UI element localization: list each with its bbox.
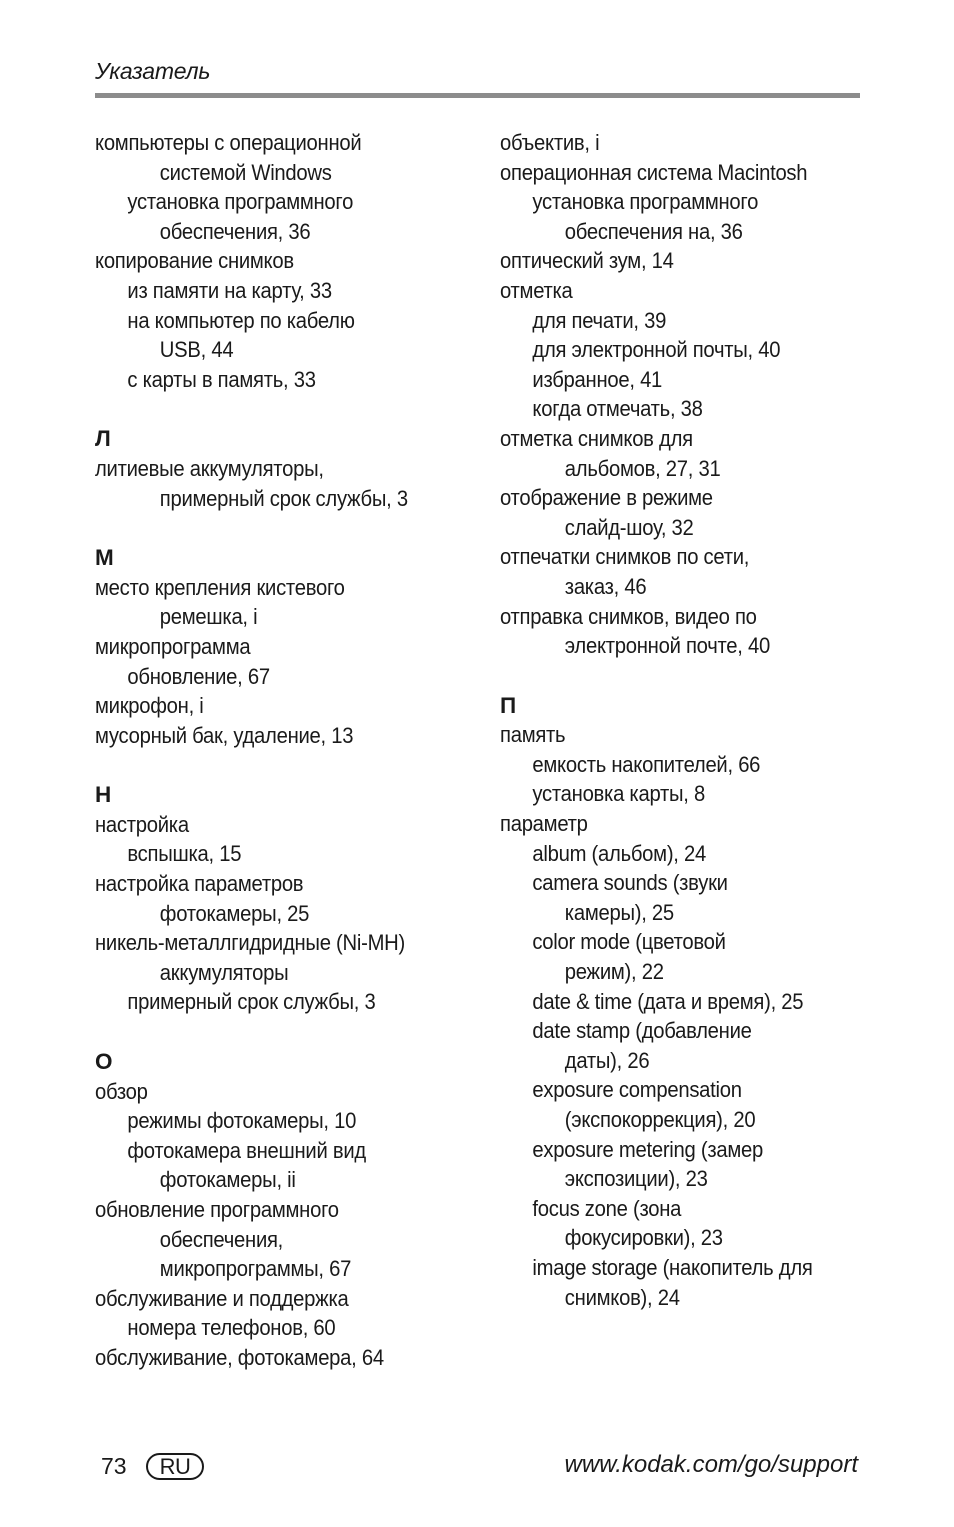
index-section-letter: Н — [95, 782, 111, 808]
header-divider — [95, 93, 860, 98]
index-entry: оптический зум, 14 — [500, 248, 674, 274]
index-entry: компьютеры с операционной — [95, 130, 362, 155]
index-entry: ремешка, i — [159, 604, 258, 630]
index-entry: избранное, 41 — [532, 366, 663, 392]
index-entry: номера телефонов, 60 — [127, 1315, 336, 1341]
index-entry: примерный срок службы, 3 — [159, 485, 408, 511]
index-entry: на компьютер по кабелю — [127, 307, 355, 333]
index-section-letter: О — [95, 1049, 113, 1075]
index-entry: снимков), 24 — [564, 1284, 680, 1310]
section-spacer — [95, 1017, 475, 1047]
index-entry: (экспокоррекция), 20 — [564, 1107, 756, 1132]
section-spacer — [500, 661, 880, 691]
index-entry: заказ, 46 — [564, 573, 647, 599]
index-entry: установка карты, 8 — [532, 781, 706, 807]
index-entry: обзор — [95, 1078, 148, 1104]
index-entry: USB, 44 — [159, 337, 234, 363]
page-header-title: Указатель — [95, 58, 211, 84]
section-spacer — [95, 513, 475, 543]
index-entry: режим), 22 — [564, 959, 664, 985]
index-entry: микропрограмма — [95, 633, 251, 659]
index-entry: обеспечения на, 36 — [564, 218, 743, 244]
index-entry: никель-металлгидридные (Ni-MH) — [95, 930, 406, 956]
index-entry: фотокамера внешний вид — [127, 1137, 366, 1163]
index-entry: память — [500, 722, 566, 748]
index-entry: date & time (дата и время), 25 — [532, 988, 804, 1014]
index-entry: объектив, i — [500, 130, 600, 155]
index-entry: место крепления кистевого — [95, 574, 345, 600]
index-entry: примерный срок службы, 3 — [127, 989, 376, 1015]
index-entry: фотокамеры, 25 — [159, 900, 310, 926]
index-entry: камеры), 25 — [564, 899, 674, 925]
index-entry: параметр — [500, 811, 588, 837]
index-entry: копирование снимков — [95, 248, 294, 274]
index-entry: системой Windows — [159, 159, 332, 185]
index-entry: микропрограммы, 67 — [159, 1256, 352, 1282]
index-entry: focus zone (зона — [532, 1195, 682, 1221]
index-entry: фотокамеры, ii — [159, 1167, 296, 1193]
index-entry: exposure compensation — [532, 1077, 742, 1103]
index-entry: отметка снимков для — [500, 425, 693, 451]
index-entry: для печати, 39 — [532, 307, 667, 333]
index-entry: установка программного — [532, 189, 759, 215]
index-entry: отпечатки снимков по сети, — [500, 544, 750, 570]
index-entry: фокусировки), 23 — [564, 1225, 723, 1251]
index-entry: image storage (накопитель для — [532, 1254, 813, 1280]
index-entry: операционная система Macintosh — [500, 159, 808, 185]
index-section-letter: Л — [95, 426, 111, 452]
index-entry: отображение в режиме — [500, 485, 713, 511]
index-entry: электронной почте, 40 — [564, 633, 770, 659]
index-entry: установка программного — [127, 189, 354, 215]
language-badge: RU — [146, 1453, 204, 1480]
index-entry: exposure metering (замер — [532, 1136, 764, 1162]
index-column-right — [500, 128, 880, 1312]
index-entry: когда отмечать, 38 — [532, 396, 703, 422]
index-entry: настройка параметров — [95, 871, 304, 897]
index-entry: емкость накопителей, 66 — [532, 751, 761, 777]
index-entry: обслуживание, фотокамера, 64 — [95, 1344, 384, 1370]
section-spacer — [95, 394, 475, 424]
support-url-link[interactable]: www.kodak.com/go/support — [564, 1451, 858, 1478]
index-entry: литиевые аккумуляторы, — [95, 455, 324, 481]
index-entry: экспозиции), 23 — [564, 1166, 708, 1192]
index-entry: альбомов, 27, 31 — [564, 455, 721, 481]
index-entry: обеспечения, 36 — [159, 218, 311, 244]
index-entry: album (альбом), 24 — [532, 840, 707, 866]
index-entry: camera sounds (звуки — [532, 870, 728, 896]
index-entry: настройка — [95, 811, 189, 837]
index-entry: отметка — [500, 277, 573, 303]
index-entry: color mode (цветовой — [532, 929, 726, 955]
index-entry: даты), 26 — [564, 1047, 650, 1073]
index-entry: для электронной почты, 40 — [532, 337, 781, 363]
index-entry: обновление программного — [95, 1197, 339, 1222]
index-section-letter: М — [95, 545, 114, 571]
index-section-letter: П — [500, 692, 516, 718]
index-entry: обновление, 67 — [127, 663, 270, 689]
index-entry: отправка снимков, видео по — [500, 603, 757, 629]
index-entry: режимы фотокамеры, 10 — [127, 1108, 357, 1134]
page-number: 73 — [101, 1453, 127, 1479]
index-entry: обслуживание и поддержка — [95, 1285, 349, 1311]
index-entry: слайд-шоу, 32 — [564, 514, 694, 540]
section-spacer — [95, 750, 475, 780]
index-entry: мусорный бак, удаление, 13 — [95, 722, 354, 748]
index-entry: с карты в память, 33 — [127, 366, 316, 392]
index-entry: микрофон, i — [95, 693, 204, 719]
index-entry: из памяти на карту, 33 — [127, 277, 332, 303]
index-entry: вспышка, 15 — [127, 841, 242, 867]
index-column-left — [95, 128, 475, 1373]
index-entry: аккумуляторы — [159, 959, 289, 985]
index-entry: обеспечения, — [159, 1226, 284, 1252]
index-entry: date stamp (добавление — [532, 1018, 752, 1044]
